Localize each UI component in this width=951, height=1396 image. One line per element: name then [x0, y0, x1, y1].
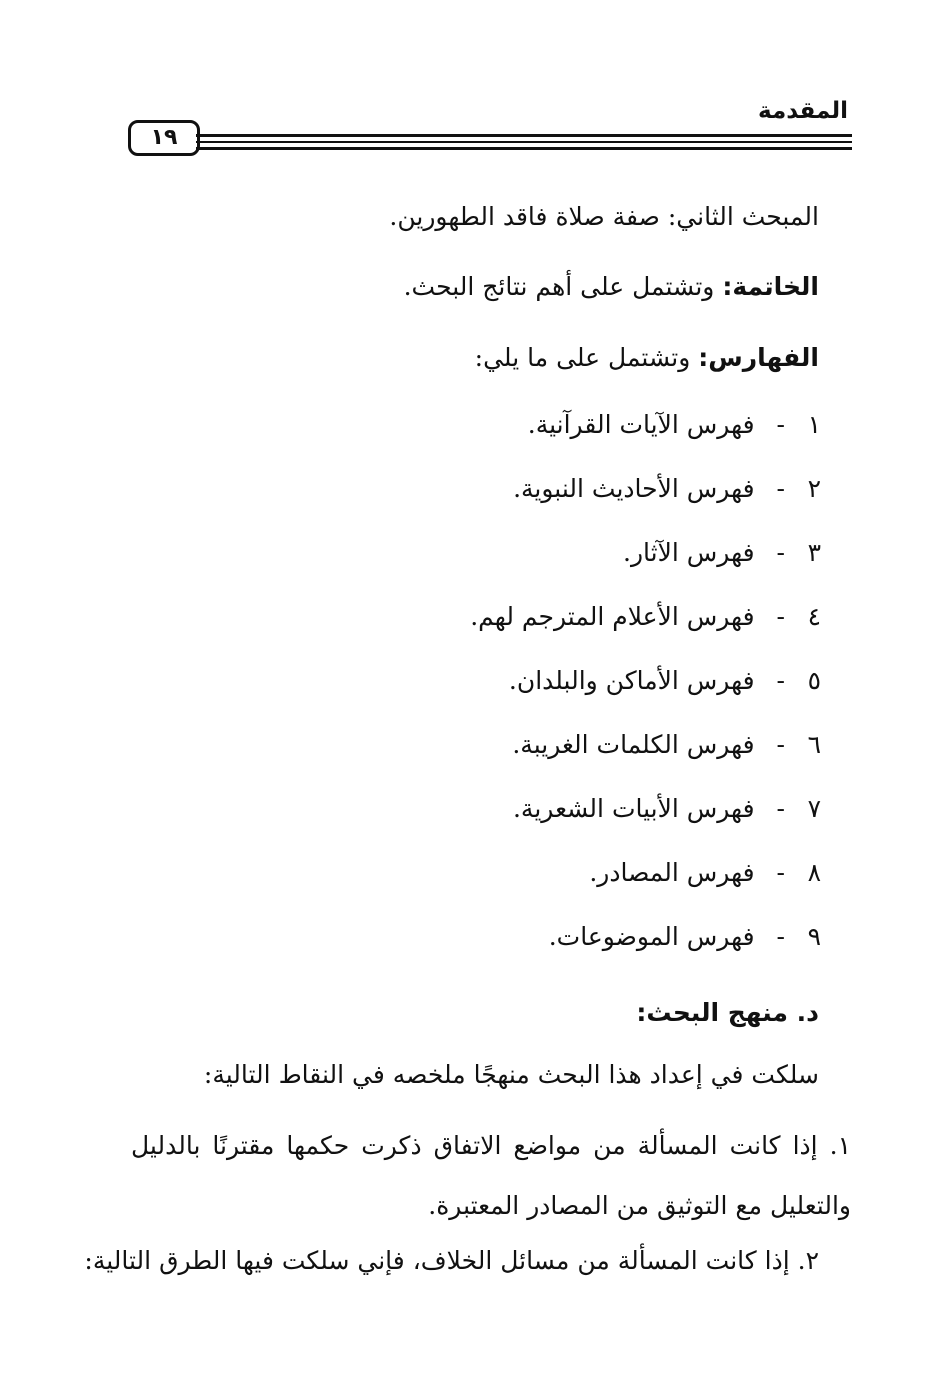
item-text: فهرس الآيات القرآنية. [527, 410, 755, 439]
list-item: ٢-فهرس الأحاديث النبوية. [513, 474, 821, 503]
conclusion-label: الخاتمة: [722, 272, 819, 301]
list-item: ٩-فهرس الموضوعات. [548, 922, 821, 951]
page-header [120, 96, 852, 166]
second-topic-line: المبحث الثاني: صفة صلاة فاقد الطهورين. [389, 202, 819, 231]
indexes-line [475, 343, 819, 372]
item-number: ٤ [807, 602, 821, 631]
item-text: فهرس الآثار. [623, 538, 755, 567]
list-item: ١-فهرس الآيات القرآنية. [527, 410, 821, 439]
item-number: ٦ [807, 730, 821, 759]
item-text: فهرس المصادر. [589, 858, 755, 887]
item-text: فهرس الكلمات الغريبة. [512, 730, 755, 759]
list-item: ٧-فهرس الأبيات الشعرية. [512, 794, 821, 823]
list-item: ٨-فهرس المصادر. [589, 858, 821, 887]
item-number: ٢ [807, 474, 821, 503]
page-number: ١٩ [128, 120, 200, 156]
item-text: فهرس الأحاديث النبوية. [513, 474, 755, 503]
item-text: فهرس الأعلام المترجم لهم. [470, 602, 755, 631]
header-rule [196, 141, 852, 143]
indexes-label: الفهارس: [698, 343, 819, 372]
conclusion-line [404, 272, 819, 301]
item-number: ١ [807, 410, 821, 439]
item-number: ٥ [807, 666, 821, 695]
running-title: المقدمة [758, 98, 848, 124]
list-item: ٣-فهرس الآثار. [623, 538, 821, 567]
indexes-text: وتشتمل على ما يلي: [474, 343, 699, 372]
section-heading: د. منهج البحث: [636, 998, 819, 1027]
item-number: ٩ [807, 922, 821, 951]
item-text: فهرس الموضوعات. [548, 922, 755, 951]
list-item: ٦-فهرس الكلمات الغريبة. [512, 730, 821, 759]
header-rule [196, 134, 852, 137]
list-item: ٤-فهرس الأعلام المترجم لهم. [470, 602, 821, 631]
conclusion-text: وتشتمل على أهم نتائج البحث. [403, 272, 723, 301]
method-point: ١. إذا كانت المسألة من مواضع الاتفاق ذكرت حكمها مقترنًا بالدليل والتعليل مع التوثيق من المصادر المعتبرة. [131, 1131, 851, 1220]
item-number: ٣ [807, 538, 821, 567]
header-rule [196, 147, 852, 150]
item-number: ٨ [807, 858, 821, 887]
method-intro: سلكت في إعداد هذا البحث منهجًا ملخصه في النقاط التالية: [203, 1060, 819, 1089]
item-text: فهرس الأماكن والبلدان. [508, 666, 755, 695]
item-number: ٧ [807, 794, 821, 823]
method-point: ٢. إذا كانت المسألة من مسائل الخلاف، فإني سلكت فيها الطرق التالية: [84, 1246, 819, 1275]
list-item: ٥-فهرس الأماكن والبلدان. [508, 666, 821, 695]
item-text: فهرس الأبيات الشعرية. [512, 794, 755, 823]
